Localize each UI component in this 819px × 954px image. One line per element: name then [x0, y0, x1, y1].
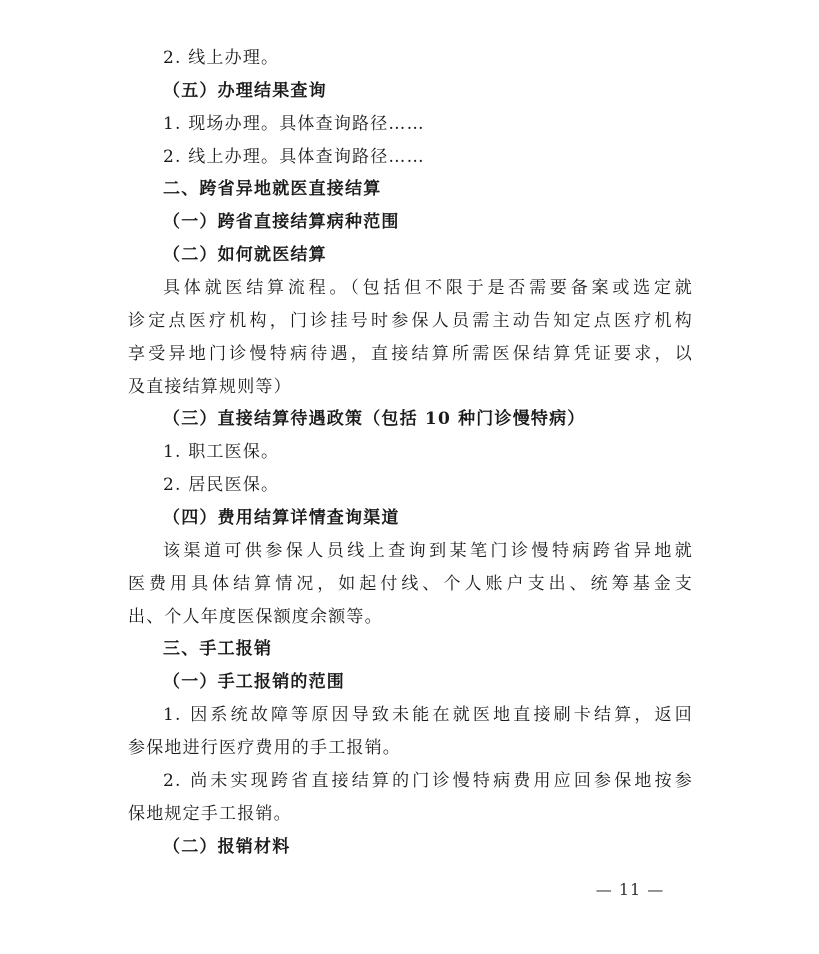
item-online-query-path: 2. 线上办理。具体查询路径…… — [163, 147, 425, 167]
subheading-treatment-policy: （三）直接结算待遇政策（包括 10 种门诊慢特病） — [163, 409, 586, 429]
item-employee-insurance: 1. 职工医保。 — [163, 442, 280, 462]
section-heading-manual-reimbursement: 三、手工报销 — [163, 639, 273, 659]
paragraph-line: 医费用具体结算情况，如起付线、个人账户支出、统筹基金支 — [128, 574, 693, 594]
item-onsite-query-path: 1. 现场办理。具体查询路径…… — [163, 114, 425, 134]
paragraph-line: 诊定点医疗机构，门诊挂号时参保人员需主动告知定点医疗机构 — [128, 311, 693, 331]
paragraph-line: 该渠道可供参保人员线上查询到某笔门诊慢特病跨省异地就 — [163, 541, 693, 561]
paragraph-line: 保地规定手工报销。 — [128, 804, 292, 824]
subheading-manual-scope: （一）手工报销的范围 — [163, 672, 345, 692]
item-online-processing: 2. 线上办理。 — [163, 48, 280, 68]
subheading-reimbursement-materials: （二）报销材料 — [163, 837, 291, 857]
item-resident-insurance: 2. 居民医保。 — [163, 475, 280, 495]
subheading-query-channel: （四）费用结算详情查询渠道 — [163, 508, 400, 528]
page-number: — 11 — — [595, 880, 665, 899]
paragraph-line: 2. 尚未实现跨省直接结算的门诊慢特病费用应回参保地按参 — [163, 771, 693, 791]
paragraph-line: 具体就医结算流程。（包括但不限于是否需要备案或选定就 — [163, 278, 693, 298]
subheading-result-query: （五）办理结果查询 — [163, 81, 327, 101]
paragraph-line: 及直接结算规则等） — [128, 377, 292, 397]
paragraph-line: 1. 因系统故障等原因导致未能在就医地直接刷卡结算，返回 — [163, 705, 693, 725]
subheading-disease-scope: （一）跨省直接结算病种范围 — [163, 212, 400, 232]
section-heading-cross-province: 二、跨省异地就医直接结算 — [163, 179, 382, 199]
subheading-how-to-settle: （二）如何就医结算 — [163, 245, 327, 265]
paragraph-line: 参保地进行医疗费用的手工报销。 — [128, 738, 401, 758]
paragraph-line: 享受异地门诊慢特病待遇，直接结算所需医保结算凭证要求，以 — [128, 344, 693, 364]
paragraph-line: 出、个人年度医保额度余额等。 — [128, 607, 383, 627]
